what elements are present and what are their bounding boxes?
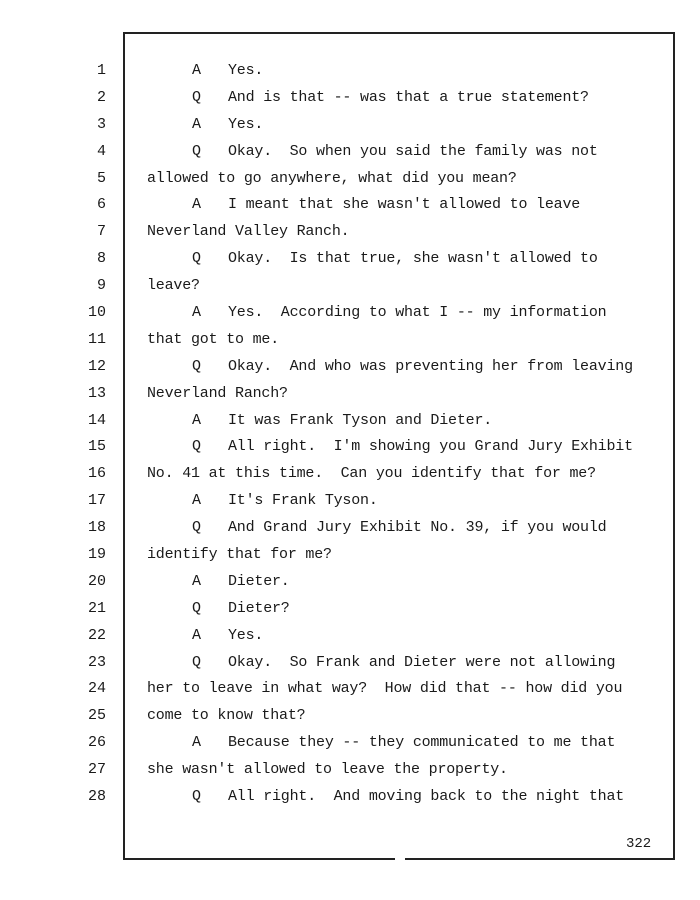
line-number: 4 — [96, 142, 106, 160]
transcript-line — [147, 488, 667, 515]
line-number: 13 — [87, 384, 106, 402]
transcript-line — [147, 139, 667, 166]
line-number: 25 — [87, 707, 106, 725]
speaker-label: Q — [192, 599, 201, 617]
speaker-label: A — [192, 734, 201, 752]
line-number: 19 — [87, 546, 106, 564]
transcript-line — [147, 703, 667, 730]
transcript-line — [147, 246, 667, 273]
line-number: 11 — [87, 330, 106, 348]
line-text: Okay. Is that true, she wasn't allowed to — [228, 250, 598, 268]
line-number: 12 — [87, 357, 106, 375]
line-number: 26 — [87, 734, 106, 752]
transcript-line — [147, 784, 667, 811]
line-text: Yes. — [228, 62, 264, 79]
line-number: 21 — [87, 599, 106, 617]
line-number: 1 — [96, 62, 106, 79]
line-number: 15 — [87, 438, 106, 456]
transcript-line — [147, 676, 667, 703]
line-number: 17 — [87, 492, 106, 510]
line-text: Okay. And who was preventing her from leaving — [228, 357, 633, 375]
page-border-left — [123, 32, 125, 859]
transcript-line — [147, 381, 667, 408]
transcript-line — [147, 327, 667, 354]
line-text: And Grand Jury Exhibit No. 39, if you would — [228, 519, 607, 537]
line-number: 28 — [87, 788, 106, 806]
line-text: that got to me. — [147, 330, 280, 348]
line-number: 16 — [87, 465, 106, 483]
line-text: I meant that she wasn't allowed to leave — [228, 196, 581, 214]
line-text: Dieter? — [228, 599, 290, 617]
speaker-label: A — [192, 572, 201, 590]
transcript-line — [147, 623, 667, 650]
line-text: she wasn't allowed to leave the property. — [147, 761, 508, 779]
transcript-line — [147, 542, 667, 569]
speaker-label: Q — [192, 653, 201, 671]
speaker-label: Q — [192, 519, 201, 537]
transcript-line — [147, 461, 667, 488]
line-number: 24 — [87, 680, 106, 698]
line-text: Neverland Ranch? — [147, 384, 288, 402]
line-text: Okay. So Frank and Dieter were not allowing — [228, 653, 616, 671]
line-text: No. 41 at this time. Can you identify that for me? — [147, 465, 596, 483]
page-border-bottom-left — [123, 858, 395, 860]
transcript-line — [147, 569, 667, 596]
line-text: her to leave in what way? How did that -- how did you — [147, 680, 623, 698]
transcript-line — [147, 166, 667, 193]
speaker-label: A — [192, 196, 201, 214]
line-text: identify that for me? — [147, 546, 332, 564]
line-number: 10 — [87, 304, 106, 322]
line-number: 9 — [96, 277, 106, 295]
line-number: 22 — [87, 626, 106, 644]
speaker-label: Q — [192, 357, 201, 375]
transcript-line — [147, 434, 667, 461]
line-number: 18 — [87, 519, 106, 537]
speaker-label: A — [192, 411, 201, 429]
transcript-line — [147, 354, 667, 381]
line-number: 3 — [96, 115, 106, 133]
line-text: Neverland Valley Ranch. — [147, 223, 350, 241]
line-number: 20 — [87, 572, 106, 590]
speaker-label: Q — [192, 438, 201, 456]
transcript-body — [147, 58, 667, 811]
line-text: Because they -- they communicated to me that — [228, 734, 616, 752]
line-text: Yes. According to what I -- my information — [228, 304, 607, 322]
speaker-label: Q — [192, 142, 201, 160]
transcript-line — [147, 112, 667, 139]
transcript-line — [147, 408, 667, 435]
line-text: Yes. — [228, 115, 264, 133]
transcript-line — [147, 757, 667, 784]
line-text: allowed to go anywhere, what did you mean? — [147, 169, 517, 187]
line-text: Dieter. — [228, 572, 290, 590]
transcript-line — [147, 192, 667, 219]
line-number: 5 — [96, 169, 106, 187]
page-border-right — [673, 32, 675, 859]
line-number: 2 — [96, 88, 106, 106]
speaker-label: A — [192, 115, 201, 133]
speaker-label: A — [192, 492, 201, 510]
line-number: 23 — [87, 653, 106, 671]
transcript-line — [147, 650, 667, 677]
line-number: 6 — [96, 196, 106, 214]
line-text: Okay. So when you said the family was not — [228, 142, 598, 160]
transcript-line — [147, 300, 667, 327]
line-number: 14 — [87, 411, 106, 429]
page-border-bottom-right — [405, 858, 675, 860]
line-number: 7 — [96, 223, 106, 241]
transcript-line — [147, 596, 667, 623]
transcript-line — [147, 58, 667, 85]
speaker-label: A — [192, 304, 201, 322]
line-number: 8 — [96, 250, 106, 268]
transcript-line — [147, 515, 667, 542]
speaker-label: Q — [192, 250, 201, 268]
line-text: come to know that? — [147, 707, 306, 725]
page-border-top — [124, 32, 675, 34]
transcript-line — [147, 85, 667, 112]
line-number-column — [70, 58, 106, 811]
line-text: It was Frank Tyson and Dieter. — [228, 411, 493, 429]
line-text: leave? — [147, 277, 200, 295]
speaker-label: A — [192, 626, 201, 644]
transcript-line — [147, 730, 667, 757]
transcript-line — [147, 219, 667, 246]
line-number: 27 — [87, 761, 106, 779]
speaker-label: A — [192, 62, 201, 79]
line-text: And is that -- was that a true statement? — [228, 88, 589, 106]
line-text: All right. I'm showing you Grand Jury Exhibit — [228, 438, 633, 456]
line-text: All right. And moving back to the night that — [228, 788, 625, 806]
page-number: 322 — [626, 836, 652, 852]
speaker-label: Q — [192, 788, 201, 806]
line-text: Yes. — [228, 626, 264, 644]
line-text: It's Frank Tyson. — [228, 492, 378, 510]
transcript-line — [147, 273, 667, 300]
speaker-label: Q — [192, 88, 201, 106]
